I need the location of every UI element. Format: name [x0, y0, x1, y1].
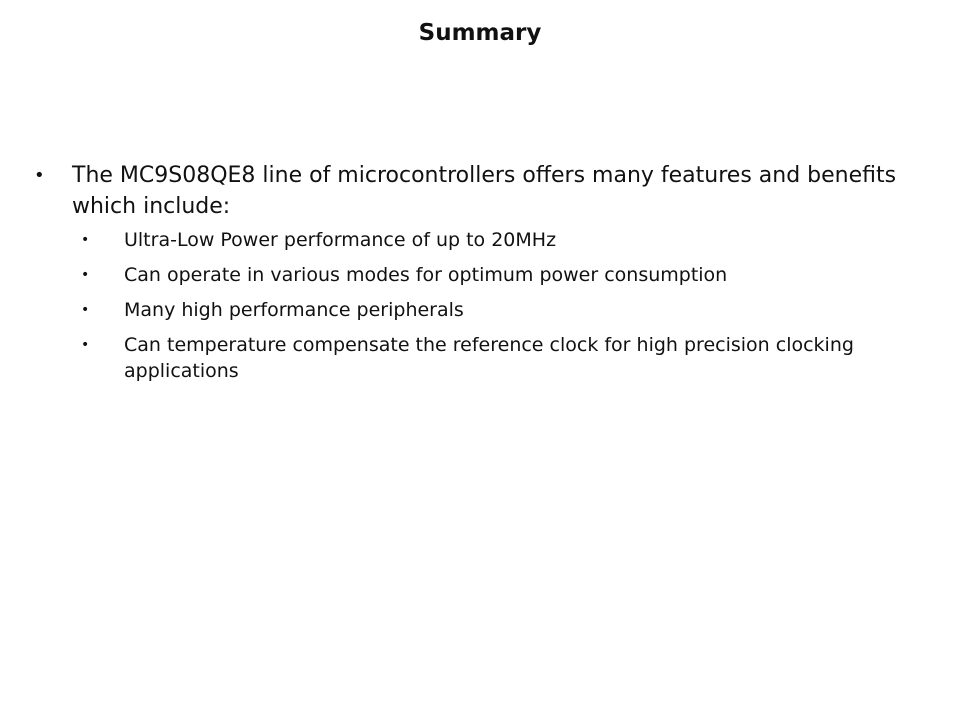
- sub-bullet-text: Can operate in various modes for optimum power consumption: [124, 264, 728, 286]
- slide-title: Summary: [418, 20, 542, 46]
- sub-bullet-icon: •: [81, 337, 90, 353]
- sub-bullet-text: Many high performance peripherals: [124, 299, 464, 321]
- bullet-item: [34, 160, 914, 384]
- bullet-text: The MC9S08QE8 line of microcontrollers offers many features and benefits which include:: [72, 163, 897, 219]
- bullet-list: [34, 160, 914, 393]
- sub-bullet-icon: •: [81, 267, 90, 283]
- bullet-icon: •: [34, 165, 45, 186]
- sub-bullet-icon: •: [81, 232, 90, 248]
- sub-bullet-item: [81, 297, 914, 323]
- sub-bullet-item: [81, 262, 914, 288]
- sub-bullet-item: [81, 227, 914, 253]
- sub-bullet-icon: •: [81, 302, 90, 318]
- sub-bullet-text: Can temperature compensate the reference clock for high precision clocking applications: [124, 334, 854, 382]
- sub-bullet-text: Ultra-Low Power performance of up to 20MHz: [124, 229, 557, 251]
- sub-bullet-item: [81, 332, 914, 384]
- sub-bullet-list: [72, 227, 914, 384]
